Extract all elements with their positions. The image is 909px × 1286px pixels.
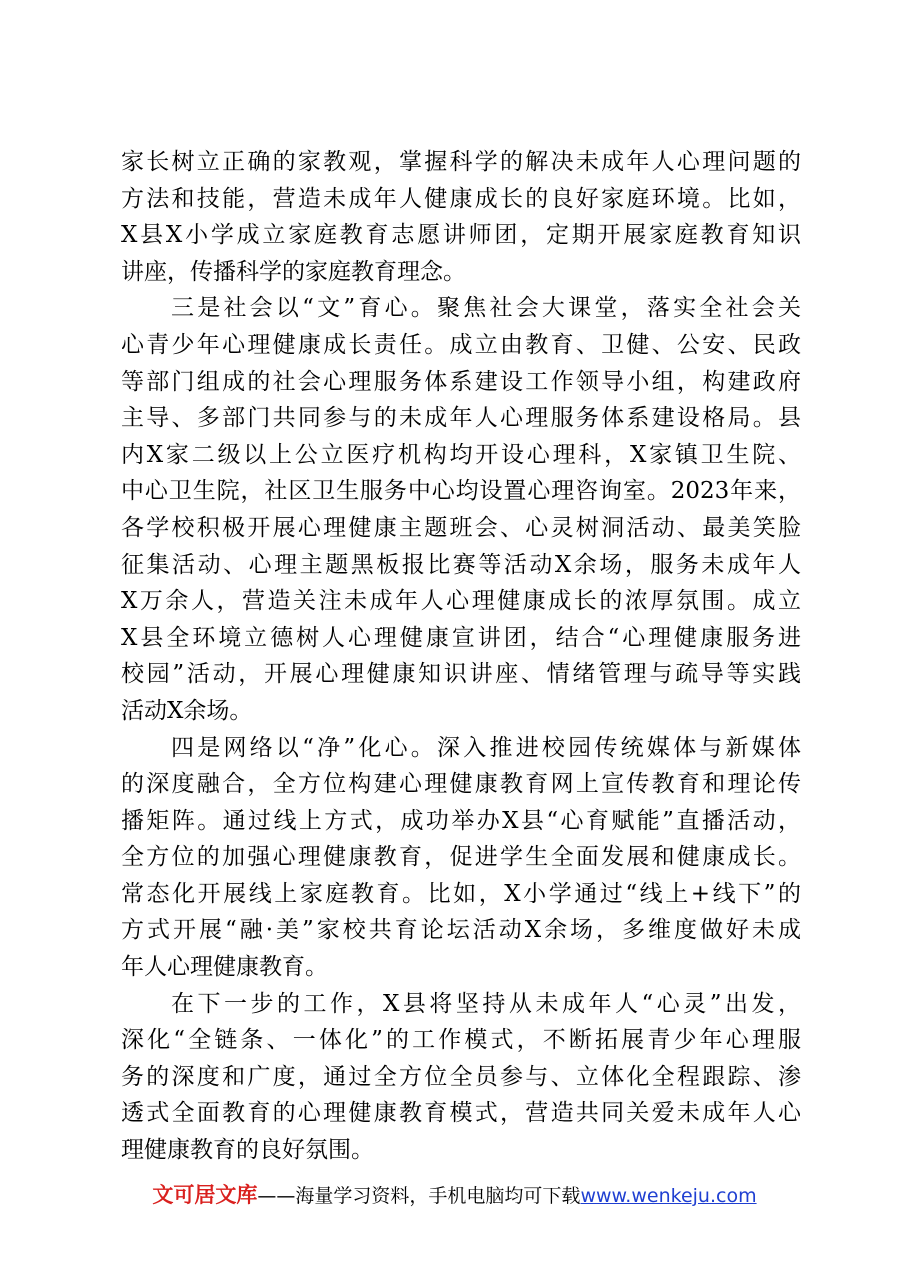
text-line: 讲座，传播科学的家庭教育理念。 [121,258,466,285]
document-body [121,144,801,1169]
text-line: 务的深度和广度，通过全方位全员参与、立体化全程跟踪、渗 [121,1063,801,1090]
text-line: 深化“全链条、一体化”的工作模式，不断拓展青少年心理服 [121,1027,801,1054]
text-line: 的深度融合，全方位构建心理健康教育网上宣传教育和理论传 [121,771,801,798]
text-line: 方法和技能，营造未成年人健康成长的良好家庭环境。比如， [121,185,801,212]
footer-tagline: ——海量学习资料，手机电脑均可下载 [257,1185,581,1207]
text-line: 活动X余场。 [121,697,253,724]
text-line: 中心卫生院，社区卫生服务中心均设置心理咨询室。2023年来， [121,478,801,505]
text-line: X县X小学成立家庭教育志愿讲师团，定期开展家庭教育知识 [121,222,801,249]
text-line: 全方位的加强心理健康教育，促进学生全面发展和健康成长。 [121,844,801,871]
text-line: 心青少年心理健康成长责任。成立由教育、卫健、公安、民政 [121,331,801,358]
text-line: 理健康教育的良好氛围。 [121,1137,374,1164]
text-line: 方式开展“融·美”家校共育论坛活动X余场，多维度做好未成 [121,917,801,944]
paragraph-4 [121,986,801,1169]
text-line: 各学校积极开展心理健康主题班会、心灵树洞活动、最美笑脸 [121,514,801,541]
text-line: 等部门组成的社会心理服务体系建设工作领导小组，构建政府 [121,368,801,395]
paragraph-2 [121,290,801,729]
text-line: 在下一步的工作，X县将坚持从未成年人“心灵”出发， [171,990,801,1017]
paragraph-1 [121,144,801,290]
text-line: 主导、多部门共同参与的未成年人心理服务体系建设格局。县 [121,405,801,432]
website-link[interactable]: www.wenkeju.com [580,1185,757,1207]
footer-banner [0,1180,909,1211]
text-line: 三是社会以“文”育心。聚焦社会大课堂，落实全社会关 [171,295,801,322]
text-line: 年人心理健康教育。 [121,954,328,981]
text-line: 征集活动、心理主题黑板报比赛等活动X余场，服务未成年人 [121,551,801,578]
text-line: 内X家二级以上公立医疗机构均开设心理科，X家镇卫生院、 [121,441,801,468]
text-line: 四是网络以“净”化心。深入推进校园传统媒体与新媒体 [171,734,801,761]
text-line: X万余人，营造关注未成年人心理健康成长的浓厚氛围。成立 [121,588,801,615]
text-line: 透式全面教育的心理健康教育模式，营造共同关爱未成年人心 [121,1100,801,1127]
text-line: 家长树立正确的家教观，掌握科学的解决未成年人心理问题的 [121,149,801,175]
brand-name: 文可居文库 [152,1183,258,1207]
text-line: X县全环境立德树人心理健康宣讲团，结合“心理健康服务进 [121,624,801,651]
text-line: 播矩阵。通过线上方式，成功举办X县“心育赋能”直播活动， [121,807,801,834]
paragraph-3 [121,730,801,986]
text-line: 常态化开展线上家庭教育。比如，X小学通过“线上+线下”的 [121,880,801,907]
text-line: 校园”活动，开展心理健康知识讲座、情绪管理与疏导等实践 [121,661,801,688]
